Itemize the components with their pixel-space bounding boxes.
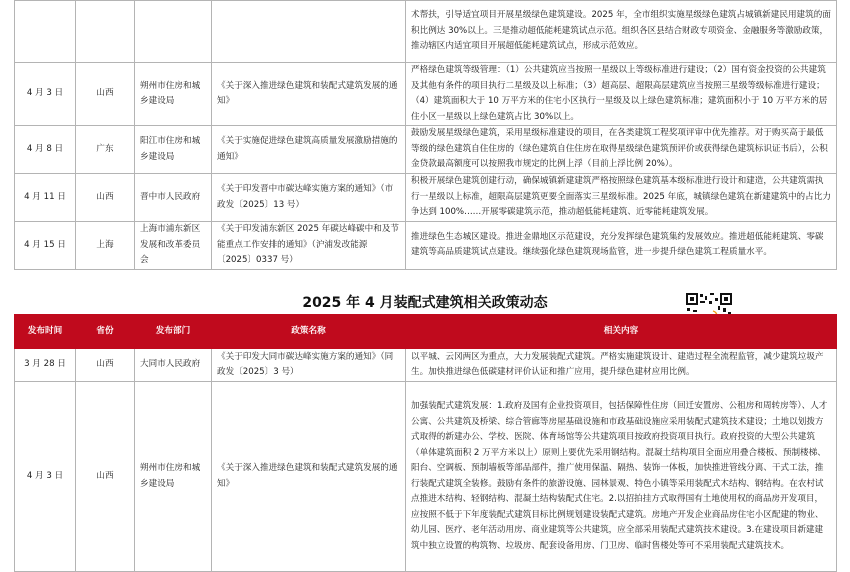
header-province: 省份	[76, 315, 135, 349]
table-row	[15, 174, 837, 222]
cell-content: 鼓励发展星级绿色建筑，采用星级标准建设的项目，在各类建筑工程奖项评审中优先推荐。对于购买高于最低等级的绿色建筑自住住房的（绿色建筑自住住房在取得星级绿色建筑预评价或获得绿色建筑标识证书后），公积金贷款最高额度可以按照我市规定的比例上浮（目前上浮比例 20%）。	[406, 126, 837, 174]
cell-province: 山西	[76, 174, 135, 222]
cell-province: 山西	[76, 349, 135, 382]
cell-province: 山西	[76, 63, 135, 126]
cell-province: 广东	[76, 126, 135, 174]
table-row	[15, 382, 837, 572]
cell-content: 术帮扶，引导适宜项目开展星级绿色建筑建设。2025 年，全市组织实施星级绿色建筑占城镇新建民用建筑的面积比例达 30%以上。三是推动超低能耗建筑试点示范。组织各区县结合财政专项资金、金融服务等激励政策，推动辖区内适宜项目开展超低能耗建筑试点，形成示范效应。	[406, 1, 837, 63]
cell-date: 4 月 15 日	[15, 222, 76, 270]
green-building-policy-table	[14, 0, 837, 270]
table-row	[15, 222, 837, 270]
table-header-row	[15, 315, 837, 349]
header-policy: 政策名称	[212, 315, 406, 349]
cell-date: 4 月 8 日	[15, 126, 76, 174]
cell-date: 4 月 3 日	[15, 382, 76, 572]
cell-policy	[212, 1, 406, 63]
cell-dept: 大同市人民政府	[135, 349, 212, 382]
prefab-building-policy-table	[14, 314, 837, 572]
cell-policy: 《关于深入推进绿色建筑和装配式建筑发展的通知》	[212, 382, 406, 572]
section-title: 2025 年 4 月装配式建筑相关政策动态	[302, 295, 548, 311]
cell-content: 积极开展绿色建筑创建行动，确保城镇新建建筑严格按照绿色建筑基本级标准进行设计和建造，公共建筑需执行一星级以上标准，超限高层建筑更要全面落实三星级标准。2025 年底，城镇绿色建筑在新建建筑中的占比力争达到 100%……开展零碳建筑示范，推动超低能耗建筑、近零能耗建筑发展。	[406, 174, 837, 222]
cell-policy: 《关于深入推进绿色建筑和装配式建筑发展的通知》	[212, 63, 406, 126]
header-dept: 发布部门	[135, 315, 212, 349]
header-date: 发布时间	[15, 315, 76, 349]
header-content: 相关内容	[406, 315, 837, 349]
cell-dept: 朔州市住房和城乡建设局	[135, 63, 212, 126]
cell-province	[76, 1, 135, 63]
cell-province: 山西	[76, 382, 135, 572]
cell-policy: 《关于印发晋中市碳达峰实施方案的通知》（市政发〔2025〕13 号）	[212, 174, 406, 222]
table-row	[15, 126, 837, 174]
cell-content: 严格绿色建筑等级管理：（1）公共建筑应当按照一星级以上等级标准进行建设；（2）国有资金投资的公共建筑及其他有条件的项目执行二星级及以上标准；（3）超高层、超限高层建筑应当按照三星级等级标准进行建设；（4）建筑面积大于 10 万平方米的住宅小区执行一星级及以上绿色建筑标准；建筑面积小于 10 万平方米的居住小区一星级以上绿色建筑占比 30%以上。	[406, 63, 837, 126]
cell-policy: 《关于印发大同市碳达峰实施方案的通知》（同政发〔2025〕3 号）	[212, 349, 406, 382]
cell-dept: 阳江市住房和城乡建设局	[135, 126, 212, 174]
table-row	[15, 349, 837, 382]
cell-content: 加强装配式建筑发展：1.政府及国有企业投资项目，包括保障性住房（回迁安置房、公租房和周转房等）、人才公寓、公共建筑及桥梁、综合管廊等房屋基础设施和市政基础设施应采用装配式建筑技术建设；土地以划拨方式取得的新建办公、学校、医院、体育场馆等公共建筑项目按政府投资项目执行。政府投资的大型公共建筑（单体建筑面积 2 万平方米以上）原则上要优先采用钢结构。混凝土结构项目全面应用叠合楼板、预制楼梯、阳台、空调板、预制墙板等部品部件，推广使用保温、隔热、装饰一体板，加快推进管线分离、干式工法，推行装配式建筑全装修。鼓励有条件的旅游设施、园林景观、特色小镇等采用装配式木结构、钢结构。在农村试点推进木结构、轻钢结构、混凝土结构装配式住宅。2.以招拍挂方式取得国有土地使用权的商品房开发项目，应按照不低于下年度装配式建筑目标比例规划建设装配式建筑。房地产开发企业商品房住宅小区配建的物业、幼儿园、医疗、老年活动用房、商业建筑等公共建筑，应全部采用装配式建筑技术建设。3.在建设项目新建建筑中独立设置的构筑物、垃圾房、配套设备用房、门卫房、临时售楼处等可不采用装配式建筑技术。	[406, 382, 837, 572]
table-row	[15, 63, 837, 126]
cell-dept: 晋中市人民政府	[135, 174, 212, 222]
cell-content: 以平城、云冈两区为重点，大力发展装配式建筑。严格实施建筑设计、建造过程全流程监管，减少建筑垃圾产生。加快推进绿色低碳建材评价认证和推广应用，提升绿色建材应用比例。	[406, 349, 837, 382]
cell-dept: 朔州市住房和城乡建设局	[135, 382, 212, 572]
cell-province: 上海	[76, 222, 135, 270]
cell-policy: 《关于印发浦东新区 2025 年碳达峰碳中和及节能重点工作安排的通知》（沪浦发改能源〔2025〕0337 号）	[212, 222, 406, 270]
cell-dept: 上海市浦东新区发展和改革委员会	[135, 222, 212, 270]
cell-date: 3 月 28 日	[15, 349, 76, 382]
cell-date: 4 月 3 日	[15, 63, 76, 126]
table-row	[15, 1, 837, 63]
cell-policy: 《关于实施促进绿色建筑高质量发展激励措施的通知》	[212, 126, 406, 174]
cell-date: 4 月 11 日	[15, 174, 76, 222]
cell-dept	[135, 1, 212, 63]
cell-content: 推进绿色生态城区建设。推进金鼎地区示范建设，充分发挥绿色建筑集约发展效应。推进超低能耗建筑、零碳建筑等高品质建筑试点建设。继续强化绿色建筑现场监管，进一步提升绿色建筑工程质量水平。	[406, 222, 837, 270]
cell-date	[15, 1, 76, 63]
